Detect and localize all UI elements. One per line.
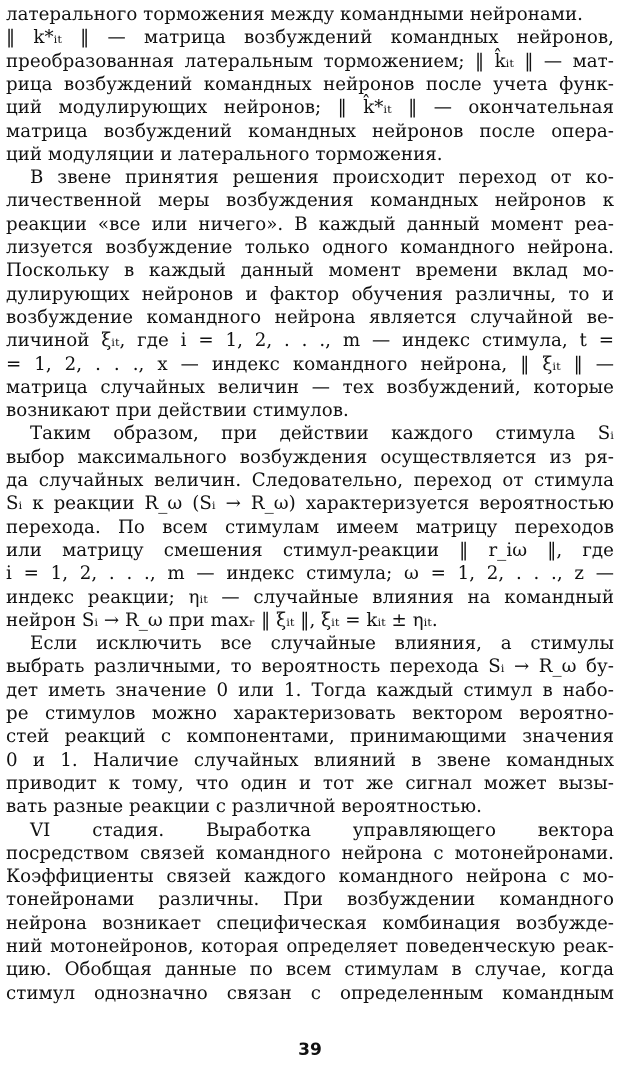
text-line: личиной ξᵢₜ, где i = 1, 2, . . ., m — индекс стимула, t = <box>6 330 614 352</box>
text-line: дулирующих нейронов и фактор обучения различны, то и <box>6 283 614 305</box>
text-line: посредством связей командного нейрона с мотонейронами. <box>6 842 614 864</box>
text-line: дет иметь значение 0 или 1. Тогда каждый стимул в набо- <box>6 679 614 701</box>
text-line: личественной меры возбуждения командных нейронов к <box>6 190 614 212</box>
text-line: нейрон Sᵢ → R_ω при maxᵣ ‖ ξᵢₜ ‖, ξᵢₜ = kᵢₜ ± ηᵢₜ. <box>6 609 438 631</box>
text-line: возбуждение командного нейрона является случайной ве- <box>6 306 614 328</box>
text-line: ‖ k*ᵢₜ ‖ — матрица возбуждений командных нейронов, <box>6 27 614 49</box>
text-line: VI стадия. Выработка управляющего вектора <box>30 819 614 841</box>
text-line: ций модулирующих нейронов; ‖ k̂*ᵢₜ ‖ — окончательная <box>6 97 614 119</box>
text-line: выбор максимального возбуждения осуществляется из ря- <box>6 446 614 468</box>
text-line: перехода. По всем стимулам имеем матрицу переходов <box>6 516 614 538</box>
text-line: Коэффициенты связей каждого командного нейрона с мо- <box>6 866 614 888</box>
text-line: или матрицу смешения стимул-реакции ‖ r_iω ‖, где <box>6 539 614 561</box>
text-line: стимул однозначно связан с определенным командным <box>6 982 614 1004</box>
text-line: Sᵢ к реакции R_ω (Sᵢ → R_ω) характеризуется вероятностью <box>6 493 614 515</box>
page-number: 39 <box>298 1040 322 1060</box>
text-line: матрица возбуждений командных нейронов после опера- <box>6 120 614 142</box>
text-line: 0 и 1. Наличие случайных влияний в звене командных <box>6 749 614 771</box>
text-line: да случайных величин. Следовательно, переход от стимула <box>6 470 614 491</box>
text-line: ний мотонейронов, которая определяет поведенческую реак- <box>6 936 614 957</box>
text-line: стей реакций с компонентами, принимающими значения <box>6 726 614 748</box>
text-line: ций модуляции и латерального торможения. <box>6 143 443 165</box>
text-line: реакции «все или ничего». В каждый данный момент реа- <box>6 213 614 235</box>
text-line: приводит к тому, что один и тот же сигнал может вызы- <box>6 772 614 794</box>
text-line: лизуется возбуждение только одного командного нейрона. <box>6 237 614 258</box>
text-line: = 1, 2, . . ., x — индекс командного нейрона, ‖ ξᵢₜ ‖ — <box>6 353 614 375</box>
text-line: В звене принятия решения происходит переход от ко- <box>30 167 614 189</box>
text-line: латерального торможения между командными нейронами. <box>6 4 584 25</box>
text-line: тонейронами различны. При возбуждении командного <box>6 889 614 911</box>
text-line: ре стимулов можно характеризовать вектором вероятно- <box>6 703 614 724</box>
text-line: выбрать различными, то вероятность перехода Sᵢ → R_ω бу- <box>6 656 614 678</box>
text-line: преобразованная латеральным торможением; ‖ k̂ᵢₜ ‖ — мат- <box>6 50 614 72</box>
text-line: рица возбуждений командных нейронов после учета функ- <box>6 73 614 95</box>
text-line: цию. Обобщая данные по всем стимулам в случае, когда <box>6 959 614 981</box>
text-line: нейрона возникает специфическая комбинация возбужде- <box>6 912 614 934</box>
text-line: матрица случайных величин — тех возбуждений, которые <box>6 376 614 398</box>
text-line: возникают при действии стимулов. <box>6 400 349 422</box>
text-line: вать разные реакции с различной вероятностью. <box>6 796 482 818</box>
text-line: индекс реакции; ηᵢₜ — случайные влияния на командный <box>6 586 614 608</box>
text-line: i = 1, 2, . . ., m — индекс стимула; ω = 1, 2, . . ., z — <box>6 563 614 585</box>
text-line: Таким образом, при действии каждого стимула Sᵢ <box>30 423 614 445</box>
text-line: Поскольку в каждый данный момент времени вклад мо- <box>6 260 614 282</box>
text-line: Если исключить все случайные влияния, а стимулы <box>30 633 614 655</box>
